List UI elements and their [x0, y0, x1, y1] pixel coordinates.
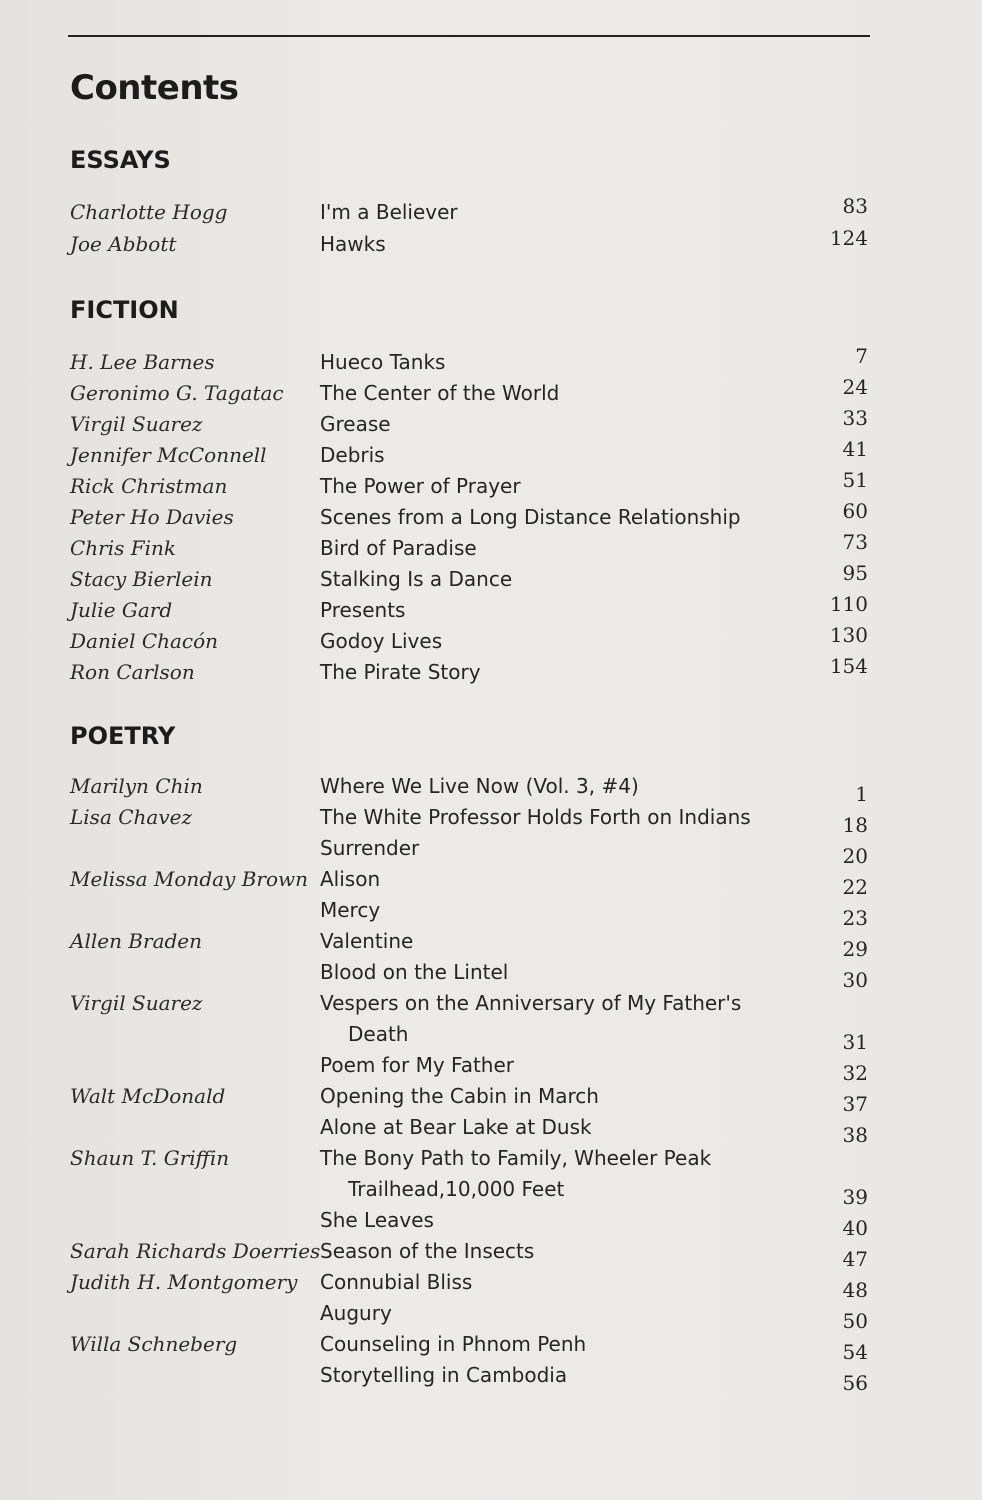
entry-page-number: 32	[842, 1061, 868, 1085]
toc-entry	[0, 929, 982, 959]
toc-entry	[0, 1053, 982, 1083]
entry-author: Rick Christman	[70, 474, 228, 498]
entry-title: Connubial Bliss	[320, 1270, 473, 1294]
entry-author: Marilyn Chin	[70, 774, 203, 798]
toc-entry	[0, 960, 982, 990]
toc-entry	[0, 1332, 982, 1362]
entry-page-number: 50	[842, 1309, 868, 1333]
entry-title: Alone at Bear Lake at Dusk	[320, 1115, 592, 1139]
entry-page-number: 73	[842, 530, 868, 554]
entry-page-number: 24	[842, 375, 868, 399]
entry-author: Judith H. Montgomery	[70, 1270, 298, 1294]
entry-author: Geronimo G. Tagatac	[70, 381, 284, 405]
entry-title: Stalking Is a Dance	[320, 567, 513, 591]
entry-title: The Power of Prayer	[320, 474, 521, 498]
entry-page-number: 130	[829, 623, 868, 647]
entry-title: Scenes from a Long Distance Relationship	[320, 505, 741, 529]
entry-page-number: 20	[842, 844, 868, 868]
entry-page-number: 60	[842, 499, 868, 523]
entry-author: Virgil Suarez	[70, 991, 203, 1015]
toc-entry	[0, 530, 982, 566]
entry-title: The Center of the World	[320, 381, 560, 405]
toc-entry	[0, 437, 982, 473]
entry-page-number: 56	[842, 1371, 868, 1395]
entry-title: Surrender	[320, 836, 420, 860]
toc-entry	[0, 1146, 982, 1176]
entry-author: Joe Abbott	[70, 232, 177, 256]
entry-page-number: 37	[842, 1092, 868, 1116]
entry-title: Godoy Lives	[320, 629, 443, 653]
entry-title: The Bony Path to Family, Wheeler Peak	[320, 1146, 712, 1170]
entry-author: Stacy Bierlein	[70, 567, 213, 591]
entry-title: Mercy	[320, 898, 381, 922]
entry-title: Vespers on the Anniversary of My Father's	[320, 991, 742, 1015]
entry-page-number: 41	[842, 437, 868, 461]
entry-page-number: 1	[855, 782, 868, 806]
entry-page-number: 124	[829, 226, 868, 250]
entry-title: Alison	[320, 867, 381, 891]
page-title: Contents	[70, 68, 239, 108]
entry-author: Ron Carlson	[70, 660, 195, 684]
entry-title: I'm a Believer	[320, 200, 458, 224]
entry-title: Debris	[320, 443, 385, 467]
entry-title: Blood on the Lintel	[320, 960, 509, 984]
entry-page-number: 110	[829, 592, 868, 616]
entry-page-number: 18	[842, 813, 868, 837]
entry-author: Peter Ho Davies	[70, 505, 234, 529]
entry-page-number: 22	[842, 875, 868, 899]
toc-entry	[0, 468, 982, 504]
toc-entry	[0, 867, 982, 897]
toc-entry	[0, 1239, 982, 1269]
entry-page-number: 54	[842, 1340, 868, 1364]
toc-entry	[0, 654, 982, 690]
entry-author: Charlotte Hogg	[70, 200, 228, 224]
entry-author: Lisa Chavez	[70, 805, 193, 829]
entry-page-number: 38	[842, 1123, 868, 1147]
entry-author: Virgil Suarez	[70, 412, 203, 436]
toc-entry	[0, 774, 982, 804]
toc-entry	[0, 836, 982, 866]
entry-title: Valentine	[320, 929, 414, 953]
entry-page-number: 23	[842, 906, 868, 930]
entry-author: Willa Schneberg	[70, 1332, 238, 1356]
entry-page-number: 29	[842, 937, 868, 961]
entry-author: Julie Gard	[70, 598, 173, 622]
entry-title: She Leaves	[320, 1208, 434, 1232]
entry-page-number: 33	[842, 406, 868, 430]
entry-title: Storytelling in Cambodia	[320, 1363, 568, 1387]
toc-entry	[0, 1115, 982, 1145]
toc-entry	[0, 1208, 982, 1238]
toc-entry	[0, 344, 982, 380]
entry-author: Jennifer McConnell	[70, 443, 267, 467]
entry-page-number: 51	[842, 468, 868, 492]
entry-page-number: 83	[842, 194, 868, 218]
entry-title: The Pirate Story	[320, 660, 481, 684]
entry-page-number: 40	[842, 1216, 868, 1240]
entry-title: Hueco Tanks	[320, 350, 446, 374]
entry-title: Hawks	[320, 232, 386, 256]
entry-title: Augury	[320, 1301, 392, 1325]
entry-page-number: 47	[842, 1247, 868, 1271]
entry-page-number: 30	[842, 968, 868, 992]
entry-author: Daniel Chacón	[70, 629, 219, 653]
entry-title: Season of the Insects	[320, 1239, 535, 1263]
entry-title: The White Professor Holds Forth on Indians	[320, 805, 751, 829]
top-rule	[68, 35, 870, 37]
entry-title: Poem for My Father	[320, 1053, 515, 1077]
entry-title: Grease	[320, 412, 391, 436]
toc-entry	[0, 1177, 982, 1207]
section-heading: POETRY	[70, 722, 176, 750]
entry-author: Melissa Monday Brown	[70, 867, 308, 891]
entry-author: Allen Braden	[70, 929, 203, 953]
entry-title: Bird of Paradise	[320, 536, 477, 560]
toc-entry	[0, 375, 982, 411]
entry-author: Shaun T. Griffin	[70, 1146, 230, 1170]
entry-title: Counseling in Phnom Penh	[320, 1332, 587, 1356]
entry-author: Chris Fink	[70, 536, 177, 560]
toc-entry	[0, 1022, 982, 1052]
entry-title: Where We Live Now (Vol. 3, #4)	[320, 774, 639, 798]
entry-page-number: 48	[842, 1278, 868, 1302]
entry-author: Walt McDonald	[70, 1084, 226, 1108]
toc-entry	[0, 499, 982, 535]
toc-entry	[0, 406, 982, 442]
toc-entry	[0, 898, 982, 928]
entry-page-number: 39	[842, 1185, 868, 1209]
entry-title: Presents	[320, 598, 406, 622]
toc-entry	[0, 805, 982, 835]
entry-page-number: 31	[842, 1030, 868, 1054]
toc-entry	[0, 1363, 982, 1393]
entry-title: Death	[348, 1022, 409, 1046]
entry-page-number: 7	[855, 344, 868, 368]
entry-title: Opening the Cabin in March	[320, 1084, 599, 1108]
toc-entry	[0, 1301, 982, 1331]
section-heading: FICTION	[70, 296, 179, 324]
section-heading: ESSAYS	[70, 146, 171, 174]
toc-entry	[0, 1270, 982, 1300]
toc-entry	[0, 226, 982, 262]
entry-author: H. Lee Barnes	[70, 350, 215, 374]
entry-page-number: 95	[842, 561, 868, 585]
entry-page-number: 154	[829, 654, 868, 678]
toc-entry	[0, 991, 982, 1021]
entry-title: Trailhead,10,000 Feet	[348, 1177, 565, 1201]
toc-entry	[0, 1084, 982, 1114]
entry-author: Sarah Richards Doerries	[70, 1239, 321, 1263]
